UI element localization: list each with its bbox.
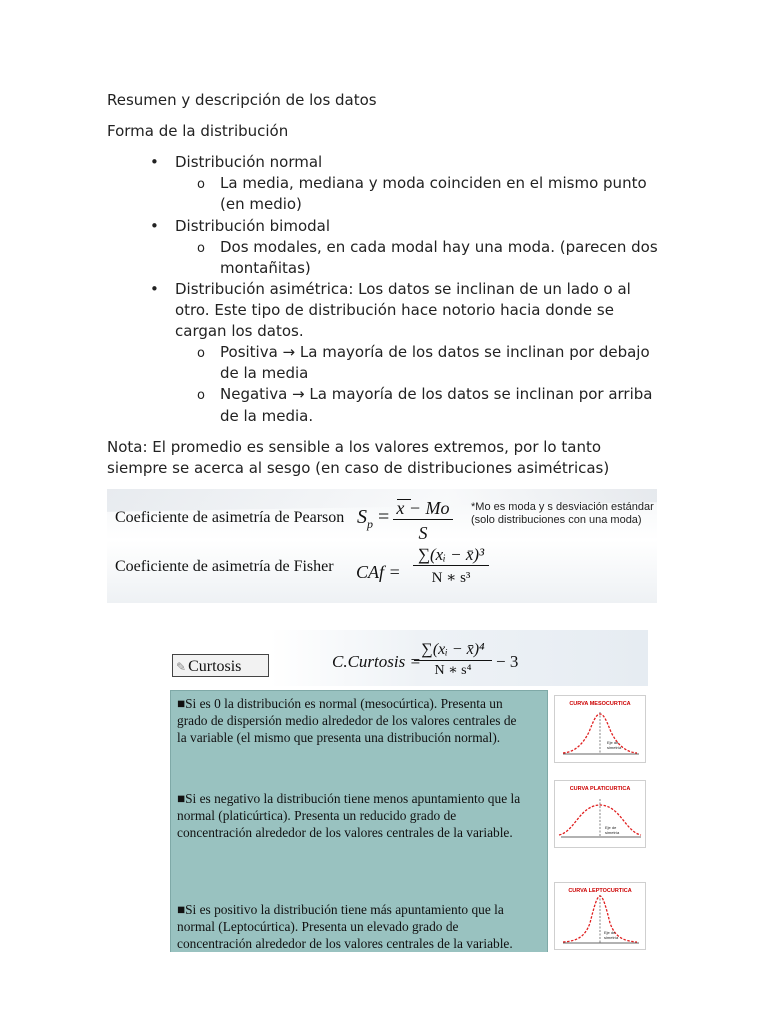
leptokurtic-curve — [555, 883, 645, 949]
pearson-note: *Mo es moda y s desviación estándar (solo distribuciones con una moda) — [471, 501, 654, 526]
sub-bullet-marker: o — [197, 177, 205, 192]
fisher-label: Coeficiente de asimetría de Fisher — [115, 558, 334, 575]
pearson-lhs: $S_p$ = — [357, 506, 390, 531]
svg-text:simetría: simetría — [605, 830, 620, 835]
list-item: Distribución bimodal — [175, 217, 331, 235]
svg-text:simetría: simetría — [607, 745, 622, 750]
bullet-marker: • — [150, 217, 159, 235]
curtosis-numerator: ∑(xᵢ − x̄)⁴ — [414, 640, 492, 661]
svg-text:Eje de: Eje de — [604, 930, 616, 935]
note-line: siempre se acerca al sesgo (en caso de distribuciones asimétricas) — [107, 459, 610, 477]
fisher-numerator: ∑(xᵢ − x̄)³ — [413, 545, 489, 566]
curtosis-image — [170, 630, 648, 952]
sub-item-text: (en medio) — [220, 195, 302, 213]
bullet-marker: • — [150, 153, 159, 171]
curtosis-lhs: C.Curtosis = — [332, 652, 421, 671]
platykurtic-paragraph: ■Si es negativo la distribución tiene menos apuntamiento que la normal (platicúrtica). Presenta un reducido grado de concentración alrededor de los valores centrales de la variable. — [177, 791, 521, 840]
mesokurtic-paragraph: ■Si es 0 la distribución es normal (mesocúrtica). Presenta un grado de dispersión medio alrededor de los valores centrales de la variable (el mismo que presenta una distribución normal). — [177, 696, 517, 745]
curtosis-denominator: N ∗ s⁴ — [434, 663, 472, 678]
svg-text:simetría: simetría — [604, 935, 619, 940]
sub-bullet-marker: o — [197, 388, 205, 403]
svg-text:Eje de: Eje de — [605, 825, 617, 830]
mesokurtic-curve-thumbnail — [554, 695, 646, 763]
list-item: Distribución asimétrica: Los datos se inclinan de un lado o al — [175, 280, 631, 298]
list-item: Distribución normal — [175, 153, 323, 171]
asymmetry-coefficients-image — [107, 489, 657, 603]
platykurtic-curve — [555, 781, 645, 847]
bullet-marker: • — [150, 280, 159, 298]
curtosis-title-box: ✎ Curtosis — [172, 654, 269, 677]
curtosis-description-panel — [170, 690, 548, 952]
fisher-lhs: CAf = — [356, 562, 401, 582]
leptokurtic-paragraph: ■Si es positivo la distribución tiene más apuntamiento que la normal (Leptocúrtica). Presenta un elevado grado de concentración alrededor de los valores centrales de la variable. — [177, 902, 513, 951]
sub-item-text: de la media. — [220, 407, 314, 425]
mesokurtic-curve — [555, 696, 645, 762]
sub-item-text: de la media — [220, 364, 309, 382]
pearson-numerator: x − Mo — [393, 497, 453, 520]
leptokurtic-title: CURVA LEPTOCURTICA — [568, 888, 632, 894]
sub-item-text: Dos modales, en cada modal hay una moda. (parecen dos — [220, 238, 658, 256]
pearson-label: Coeficiente de asimetría de Pearson — [115, 509, 345, 526]
platykurtic-curve-thumbnail — [554, 780, 646, 848]
sub-item-text: Positiva → La mayoría de los datos se inclinan por debajo — [220, 343, 650, 361]
x-bar-overline — [397, 499, 411, 500]
fisher-denominator: N ∗ s³ — [431, 570, 471, 586]
note-line: Nota: El promedio es sensible a los valores extremos, por lo tanto — [107, 438, 602, 456]
list-item-cont: otro. Este tipo de distribución hace notorio hacia donde se — [175, 301, 614, 319]
curtosis-tail: − 3 — [496, 652, 519, 671]
leptokurtic-curve-thumbnail — [554, 882, 646, 950]
sub-item-text: Negativa → La mayoría de los datos se inclinan por arriba — [220, 385, 653, 403]
sub-bullet-marker: o — [197, 346, 205, 361]
sub-item-text: montañitas) — [220, 259, 311, 277]
platykurtic-title: CURVA PLATICURTICA — [569, 786, 631, 792]
subheading: Forma de la distribución — [107, 122, 289, 140]
list-item-cont: cargan los datos. — [175, 322, 304, 340]
mesokurtic-title: CURVA MESOCURTICA — [569, 701, 631, 707]
sub-item-text: La media, mediana y moda coinciden en el mismo punto — [220, 174, 647, 192]
heading: Resumen y descripción de los datos — [107, 91, 377, 109]
sub-bullet-marker: o — [197, 241, 205, 256]
pearson-denominator: S — [418, 523, 428, 543]
pencil-icon: ✎ — [176, 660, 187, 674]
svg-text:Eje de: Eje de — [607, 740, 619, 745]
